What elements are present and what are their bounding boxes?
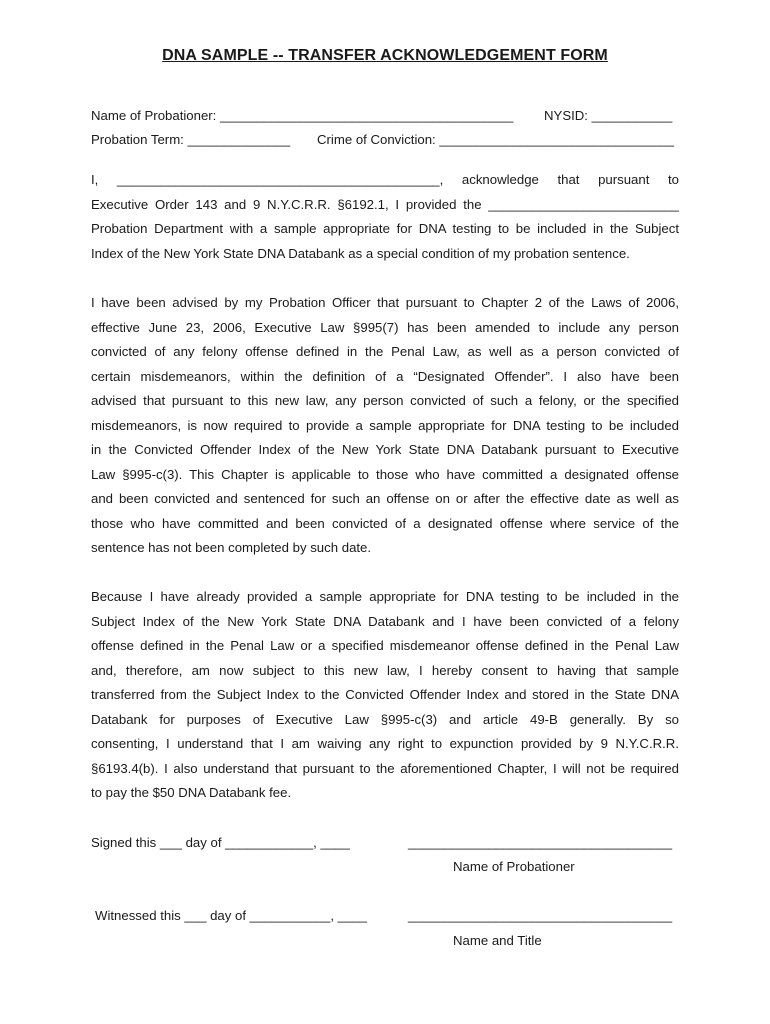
paragraph-line: Because I have already provided a sample appropriate for DNA testing to be included in the — [91, 589, 679, 604]
paragraph-line: Databank for purposes of Executive Law §995-c(3) and article 49-B generally. By so — [91, 711, 679, 727]
paragraph-line: Executive Order 143 and 9 N.Y.C.R.R. §6192.1, I provided the __________________________ — [91, 196, 679, 212]
consent-paragraph — [91, 585, 679, 806]
name-of-probationer-label: Name of Probationer — [453, 859, 575, 874]
paragraph-line: Index of the New York State DNA Databank as a special condition of my probation sentence. — [91, 245, 630, 261]
nysid-field: NYSID: ___________ — [544, 108, 673, 123]
paragraph-line: §6193.4(b). I also understand that pursuant to the aforementioned Chapter, I will not be required — [91, 760, 679, 776]
advisement-paragraph — [91, 291, 679, 561]
paragraph-line: and been convicted and sentenced for such an offense on or after the effective date as well as — [91, 491, 679, 507]
paragraph-line: effective June 23, 2006, Executive Law §995(7) has been amended to include any person — [91, 319, 679, 335]
name-and-title-label: Name and Title — [453, 933, 542, 948]
paragraph-line: advised that pursuant to this new law, any person convicted of such a felony, or the specified — [91, 393, 679, 409]
paragraph-line: to pay the $50 DNA Databank fee. — [91, 785, 292, 801]
probationer-signature-line: ____________________________________ — [408, 835, 673, 850]
probation-term-field: Probation Term: ______________ — [91, 132, 291, 147]
witness-signature-line: ____________________________________ — [408, 908, 673, 923]
paragraph-line: and, therefore, am now subject to this new law, I hereby consent to having that sample — [91, 662, 679, 678]
paragraph-line: sentence has not been completed by such date. — [91, 540, 372, 556]
paragraph-line: Probation Department with a sample appropriate for DNA testing to be included in the Subject — [91, 221, 679, 237]
paragraph-line: I have been advised by my Probation Officer that pursuant to Chapter 2 of the Laws of 2006, — [91, 295, 679, 310]
signed-date-line: Signed this ___ day of ____________, ____ — [91, 835, 350, 850]
paragraph-line: Subject Index of the New York State DNA Databank and I have been convicted of a felony — [91, 613, 679, 629]
form-title: DNA SAMPLE -- TRANSFER ACKNOWLEDGEMENT FORM — [162, 47, 608, 64]
name-of-probationer-field: Name of Probationer: ________________________________________ — [91, 108, 514, 123]
paragraph-line: offense defined in the Penal Law or a specified misdemeanor offense defined in the Penal Law — [91, 638, 679, 654]
crime-of-conviction-field: Crime of Conviction: ________________________________ — [317, 132, 675, 147]
paragraph-line: Law §995-c(3). This Chapter is applicable to those who have committed a designated offense — [91, 466, 679, 482]
paragraph-line: convicted of any felony offense defined in the Penal Law, as well as a person convicted of — [91, 344, 679, 360]
paragraph-line: those who have committed and been convicted of a designated offense where service of the — [91, 515, 679, 531]
paragraph-line: transferred from the Subject Index to the Convicted Offender Index and stored in the State DNA — [91, 687, 679, 703]
acknowledgement-paragraph — [91, 168, 679, 266]
witnessed-date-line: Witnessed this ___ day of ___________, ____ — [95, 908, 368, 923]
paragraph-line: certain misdemeanors, within the definition of a “Designated Offender”. I also have been — [91, 368, 679, 384]
paragraph-line: misdemeanors, is now required to provide a sample appropriate for DNA testing to be included — [91, 417, 679, 433]
paragraph-line: I, ____________________________________________, acknowledge that pursuant to — [91, 172, 679, 187]
paragraph-line: in the Convicted Offender Index of the New York State DNA Databank pursuant to Executive — [91, 442, 679, 458]
paragraph-line: consenting, I understand that I am waiving any right to expunction provided by 9 N.Y.C.R.R. — [91, 736, 679, 752]
